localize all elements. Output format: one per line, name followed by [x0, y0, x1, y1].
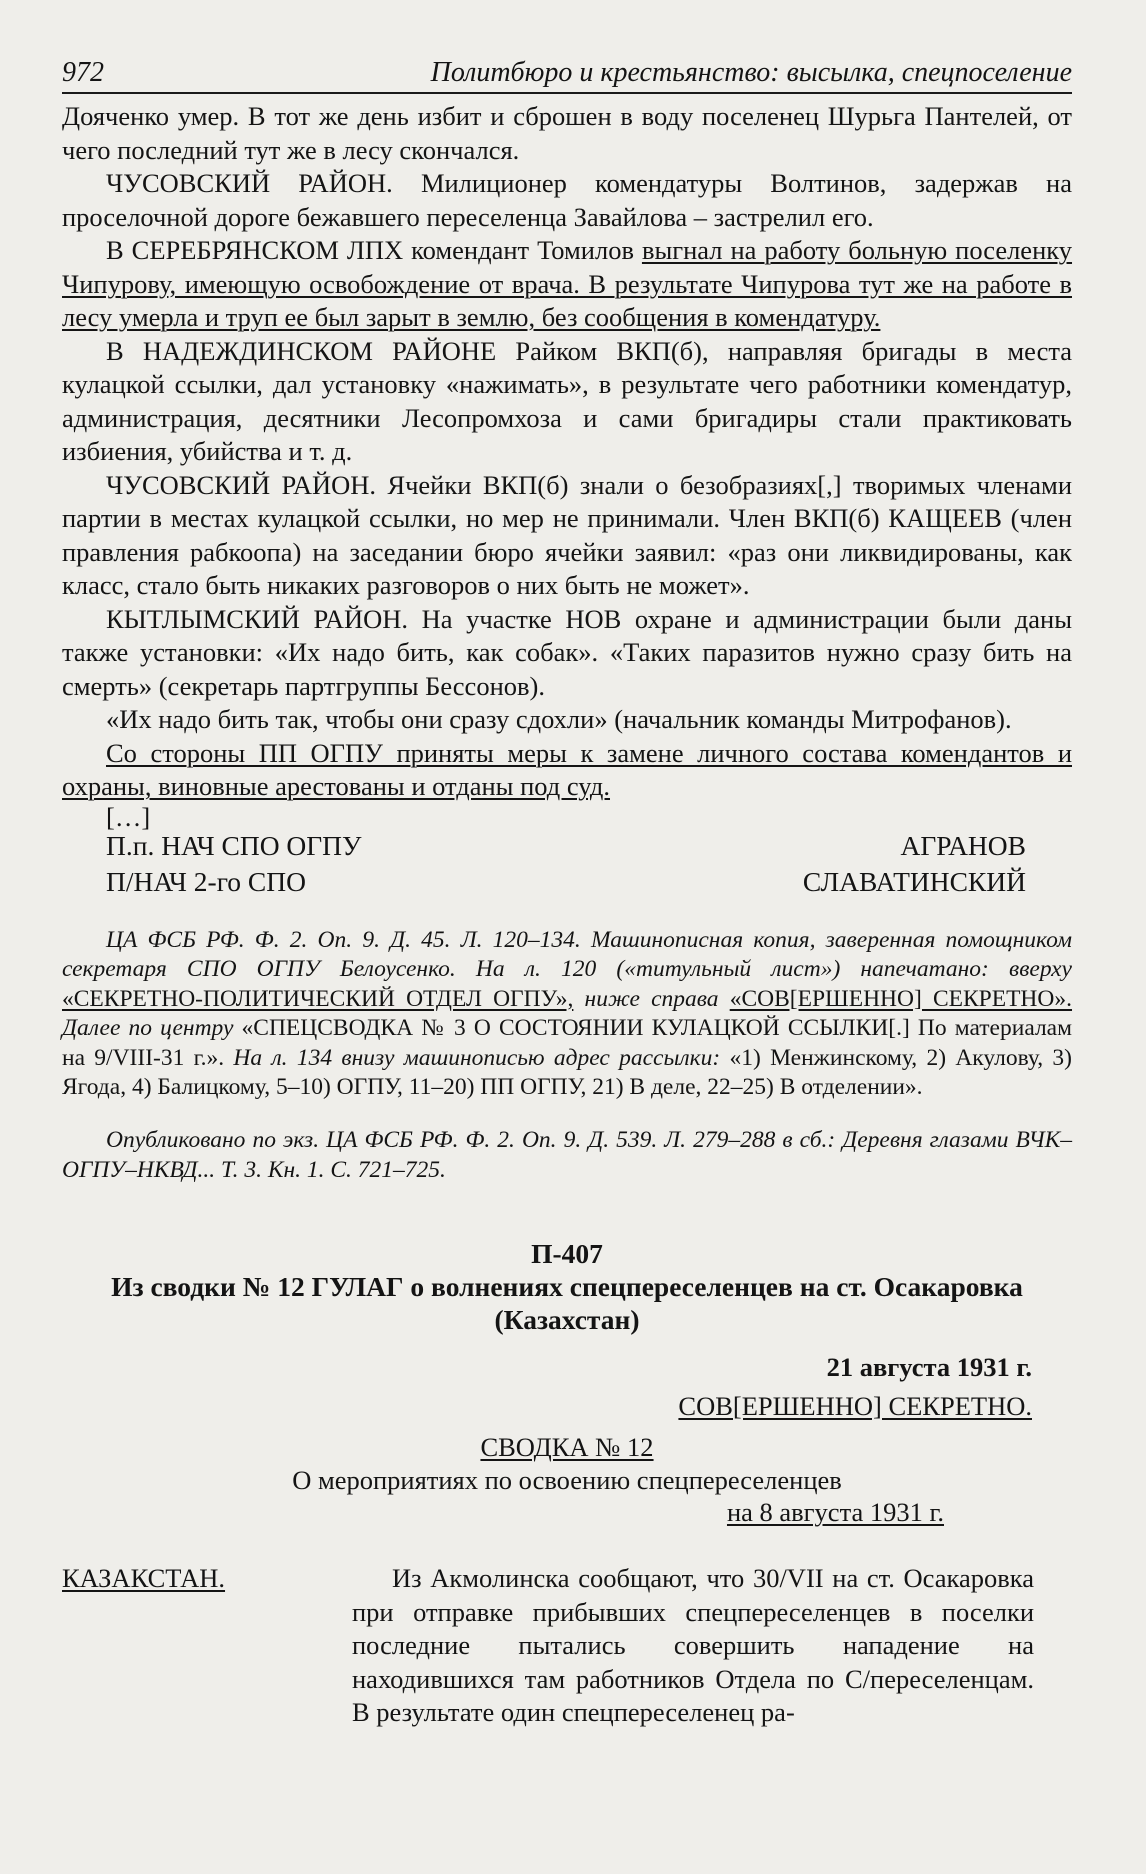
paragraph-6: КЫТЛЫМСКИЙ РАЙОН. На участке НОВ охране и администрации были даны также установки: «Их надо бить, как собак». «Таких паразитов нужно сразу бить на смерть» (секретарь партгруппы Бессонов). — [62, 603, 1072, 701]
paragraph-4: В НАДЕЖДИНСКОМ РАЙОНЕ Райком ВКП(б), направляя бригады в места кулацкой ссылки, дал установку «нажимать», в результате чего работники комендатур, администрация, десятники Лесопромхоза и сами бригадиры стали практиковать избиения, убийства и т. д. — [62, 335, 1072, 466]
region-label-text: КАЗАКСТАН. — [62, 1563, 226, 1593]
source-note-distribution-label: На л. 134 внизу машинописью адрес рассылки: — [224, 1044, 730, 1071]
region-section — [62, 1562, 1072, 1730]
signature-name-2: СЛАВАТИНСКИЙ — [802, 865, 1026, 897]
omission-mark: […] — [106, 801, 151, 832]
source-note-header-top: «СЕКРЕТНО-ПОЛИТИЧЕСКИЙ ОТДЕЛ ОГПУ», — [62, 985, 574, 1012]
paragraph-7: «Их надо бить так, чтобы они сразу сдохли» (начальник команды Митрофанов). — [106, 704, 1012, 734]
source-note-below-right: ниже справа — [573, 985, 730, 1012]
signature-row-2 — [62, 866, 1072, 902]
signature-position-2: П/НАЧ 2-го СПО — [106, 865, 306, 897]
paragraph-1: Дояченко умер. В тот же день избит и сброшен в воду поселенец Шурьга Пантелей, от чего последний тут же в лесу скончался. — [62, 101, 1072, 165]
svodka-subtitle: О мероприятиях по освоению спецпереселенцев — [292, 1465, 842, 1495]
paragraph-8 — [62, 737, 1072, 804]
region-label — [62, 1562, 352, 1730]
document-title: Из сводки № 12 ГУЛАГ о волнениях спецпереселенцев на ст. Осакаровка (Казахстан) — [111, 1271, 1023, 1335]
paragraph-3-underlined: выгнал на работу больную поселенку Чипурову, имеющую освобождение от врача. В результате Чипурова тут же на работе в лесу умерла и труп ее был зарыт в землю, без сообщения в комендатуру. — [62, 235, 1073, 332]
paragraph-5: ЧУСОВСКИЙ РАЙОН. Ячейки ВКП(б) знали о безобразиях[,] творимых членами партии в местах кулацкой ссылки, но мер не принимали. Член ВКП(б) КАЩЕЕВ (член правления рабкоопа) на заседании бюро ячейки заявил: «раз они ликвидированы, как класс, стало быть никаких разговоров о них быть не может». — [62, 469, 1072, 600]
source-note — [62, 926, 1072, 1103]
published-note: Опубликовано по экз. ЦА ФСБ РФ. Ф. 2. Оп. 9. Д. 539. Л. 279–288 в сб.: Деревня глазами ВЧК–ОГПУ–НКВД... Т. 3. Кн. 1. С. 721–725. — [62, 1127, 1072, 1183]
svodka-date-text: на 8 августа 1931 г. — [726, 1497, 944, 1527]
page-content — [62, 48, 1072, 1730]
paragraph-3-lead: В СЕРЕБРЯНСКОМ ЛПХ комендант Томилов — [106, 235, 642, 265]
paragraph-3 — [62, 234, 1072, 335]
document-date: 21 августа 1931 г. — [826, 1352, 1032, 1382]
running-title: Политбюро и крестьянство: высылка, спецпоселение — [430, 57, 1072, 88]
document-number: П-407 — [531, 1238, 603, 1269]
source-note-center: Далее по центру — [62, 1015, 242, 1041]
source-note-distribution: «1) Менжинскому, 2) Акулову, 3) Ягода, 4) Балицкому, 5–10) ОГПУ, 11–20) ПП ОГПУ, 21) В деле, 22–25) В отделении». — [62, 1044, 1072, 1100]
running-head — [62, 48, 1072, 94]
paragraph-2: ЧУСОВСКИЙ РАЙОН. Милиционер комендатуры Волтинов, задержав на проселочной дороге бежавшего переселенца Завайлова – застрелил его. — [62, 168, 1072, 232]
classification-mark — [62, 1386, 1072, 1426]
paragraph-8-underlined: Со стороны ПП ОГПУ приняты меры к замене личного состава комендантов и охраны, виновные арестованы и отданы под суд. — [62, 737, 1072, 801]
svodka-title — [62, 1430, 1072, 1464]
svodka-title-text: СВОДКА № 12 — [480, 1432, 654, 1462]
svodka-date — [62, 1496, 1072, 1528]
page-number: 972 — [62, 57, 104, 88]
source-note-title: «СПЕЦСВОДКА № 3 О СОСТОЯНИИ КУЛАЦКОЙ ССЫЛКИ[.] По материалам на 9/VIII-31 г.». — [62, 1015, 1072, 1071]
source-note-classification: «СОВ[ЕРШЕННО] СЕКРЕТНО». — [729, 985, 1073, 1012]
signature-position-1: П.п. НАЧ СПО ОГПУ — [106, 829, 362, 861]
classification-text: СОВ[ЕРШЕННО] СЕКРЕТНО. — [678, 1391, 1032, 1421]
signature-name-1: АГРАНОВ — [900, 829, 1026, 861]
source-note-archive: ЦА ФСБ РФ. Ф. 2. Оп. 9. Д. 45. Л. 120–134. Машинописная копия, заверенная помощником секретаря СПО ОГПУ Белоусенко. На л. 120 («титульный лист») напечатано: вверху — [62, 926, 1072, 982]
signature-row-1 — [62, 830, 1072, 866]
region-text: Из Акмолинска сообщают, что 30/VII на ст. Осакаровка при отправке прибывших спецпереселенцев в поселки последние пытались совершить нападение на находившихся там работников Отдела по С/переселенцам. В результате один спецпереселенец ра- — [352, 1563, 1034, 1727]
